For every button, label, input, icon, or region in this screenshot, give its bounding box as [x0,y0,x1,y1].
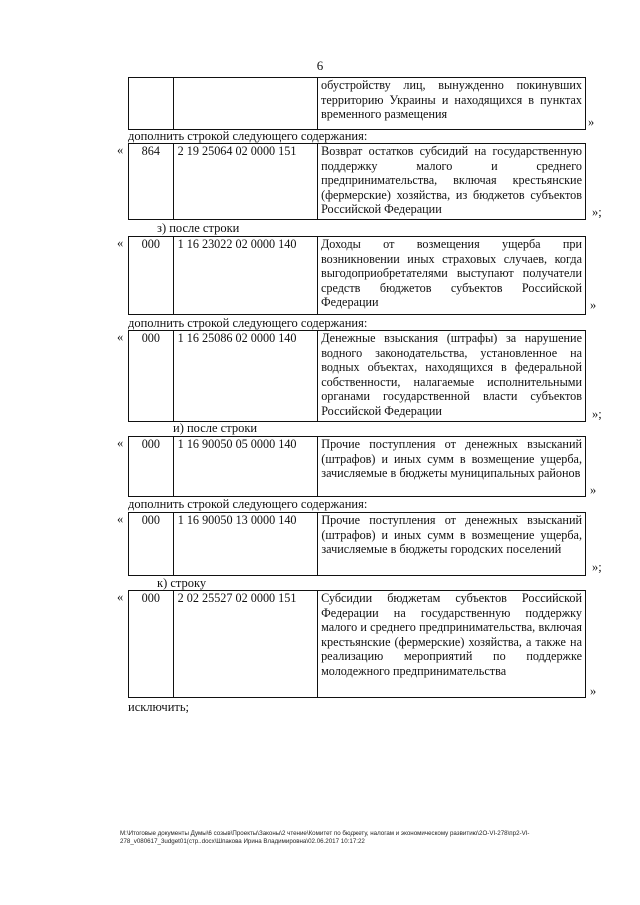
code-cell: 000 [129,513,174,576]
open-quote: « [117,143,124,157]
description-cell: Прочие поступления от денежных взысканий (штрафов) и иных сумм в возмещение ущерба, зачисляемые в бюджеты муниципальных районов [318,437,586,497]
description-cell: Субсидии бюджетам субъектов Российской Федерации на государственную поддержку малого и среднего предпринимательства, включая крестьянские (фермерские) хозяйства, а также на реализацию мероприятий по поддержке молодежного предпринимательства [318,591,586,698]
table-row-2 [128,236,586,315]
footer-line: 278_v080617_3udget01(стр..docx\Шпакова Ирина Владимировна\02.06.2017 10:17:22 [120,838,365,845]
kbk-cell: 1 16 90050 05 0000 140 [173,437,318,497]
table-row-3 [128,330,586,422]
kbk-cell: 1 16 23022 02 0000 140 [173,237,317,315]
file-path-footer [120,830,620,846]
kbk-cell: 2 19 25064 02 0000 151 [173,144,317,220]
open-quote: « [117,512,124,526]
close-quote: »; [592,205,602,219]
open-quote: « [117,590,124,604]
code-cell: 000 [129,591,174,698]
description-cell: Возврат остатков субсидий на государственную поддержку малого и среднего предпринимательства, включая крестьянские (фермерские) хозяйства, из бюджетов субъектов Российской Федерации [318,144,586,220]
kbk-cell: 1 16 90050 13 0000 140 [173,513,318,576]
table-row-0 [128,77,586,130]
table-row-4 [128,436,586,497]
open-quote: « [117,436,124,450]
instruction-label: к) строку [157,576,207,590]
close-quote: »; [592,407,602,421]
kbk-cell: 2 02 25527 02 0000 151 [173,591,317,698]
footer-line: M:\Итоговые документы Думы\6 созыв\Проекты\Законы\2 чтение\Комитет по бюджету, налогам и экономическому развитию\2О-VI-278\пр2-VI- [120,830,530,837]
instruction-label: дополнить строкой следующего содержания: [128,497,368,511]
instruction-label: дополнить строкой следующего содержания: [128,129,368,143]
final-instruction: исключить; [128,700,190,714]
kbk-cell: 1 16 25086 02 0000 140 [173,331,318,422]
description-cell: Денежные взыскания (штрафы) за нарушение водного законодательства, установленное на водных объектах, находящихся в федеральной собственности, налагаемые исполнительными органами государственной власти субъектов Российской Федерации [318,331,586,422]
code-cell: 000 [129,237,174,315]
page-number: 6 [316,58,324,73]
open-quote: « [117,330,124,344]
description-cell: обустройству лиц, вынужденно покинувших территорию Украины и находящихся в пунктах временного размещения [318,78,586,130]
description-cell: Доходы от возмещения ущерба при возникновении иных страховых случаев, когда выгодоприобретателями выступают получатели средств бюджетов субъектов Российской Федерации [317,237,585,315]
close-quote: » [590,684,597,698]
close-quote: »; [592,560,602,574]
table-row-1 [128,143,586,220]
instruction-label: дополнить строкой следующего содержания: [128,316,368,330]
code-cell [129,78,174,130]
table-row-6 [128,590,586,698]
code-cell: 000 [129,331,174,422]
description-cell: Прочие поступления от денежных взысканий (штрафов) и иных сумм в возмещение ущерба, зачисляемые в бюджеты городских поселений [318,513,586,576]
instruction-label: з) после строки [157,221,240,235]
close-quote: » [588,115,595,129]
code-cell: 000 [129,437,174,497]
kbk-cell [173,78,318,130]
close-quote: » [590,298,597,312]
open-quote: « [117,236,124,250]
close-quote: » [590,483,597,497]
table-row-5 [128,512,586,576]
code-cell: 864 [129,144,174,220]
instruction-label: и) после строки [173,421,258,435]
